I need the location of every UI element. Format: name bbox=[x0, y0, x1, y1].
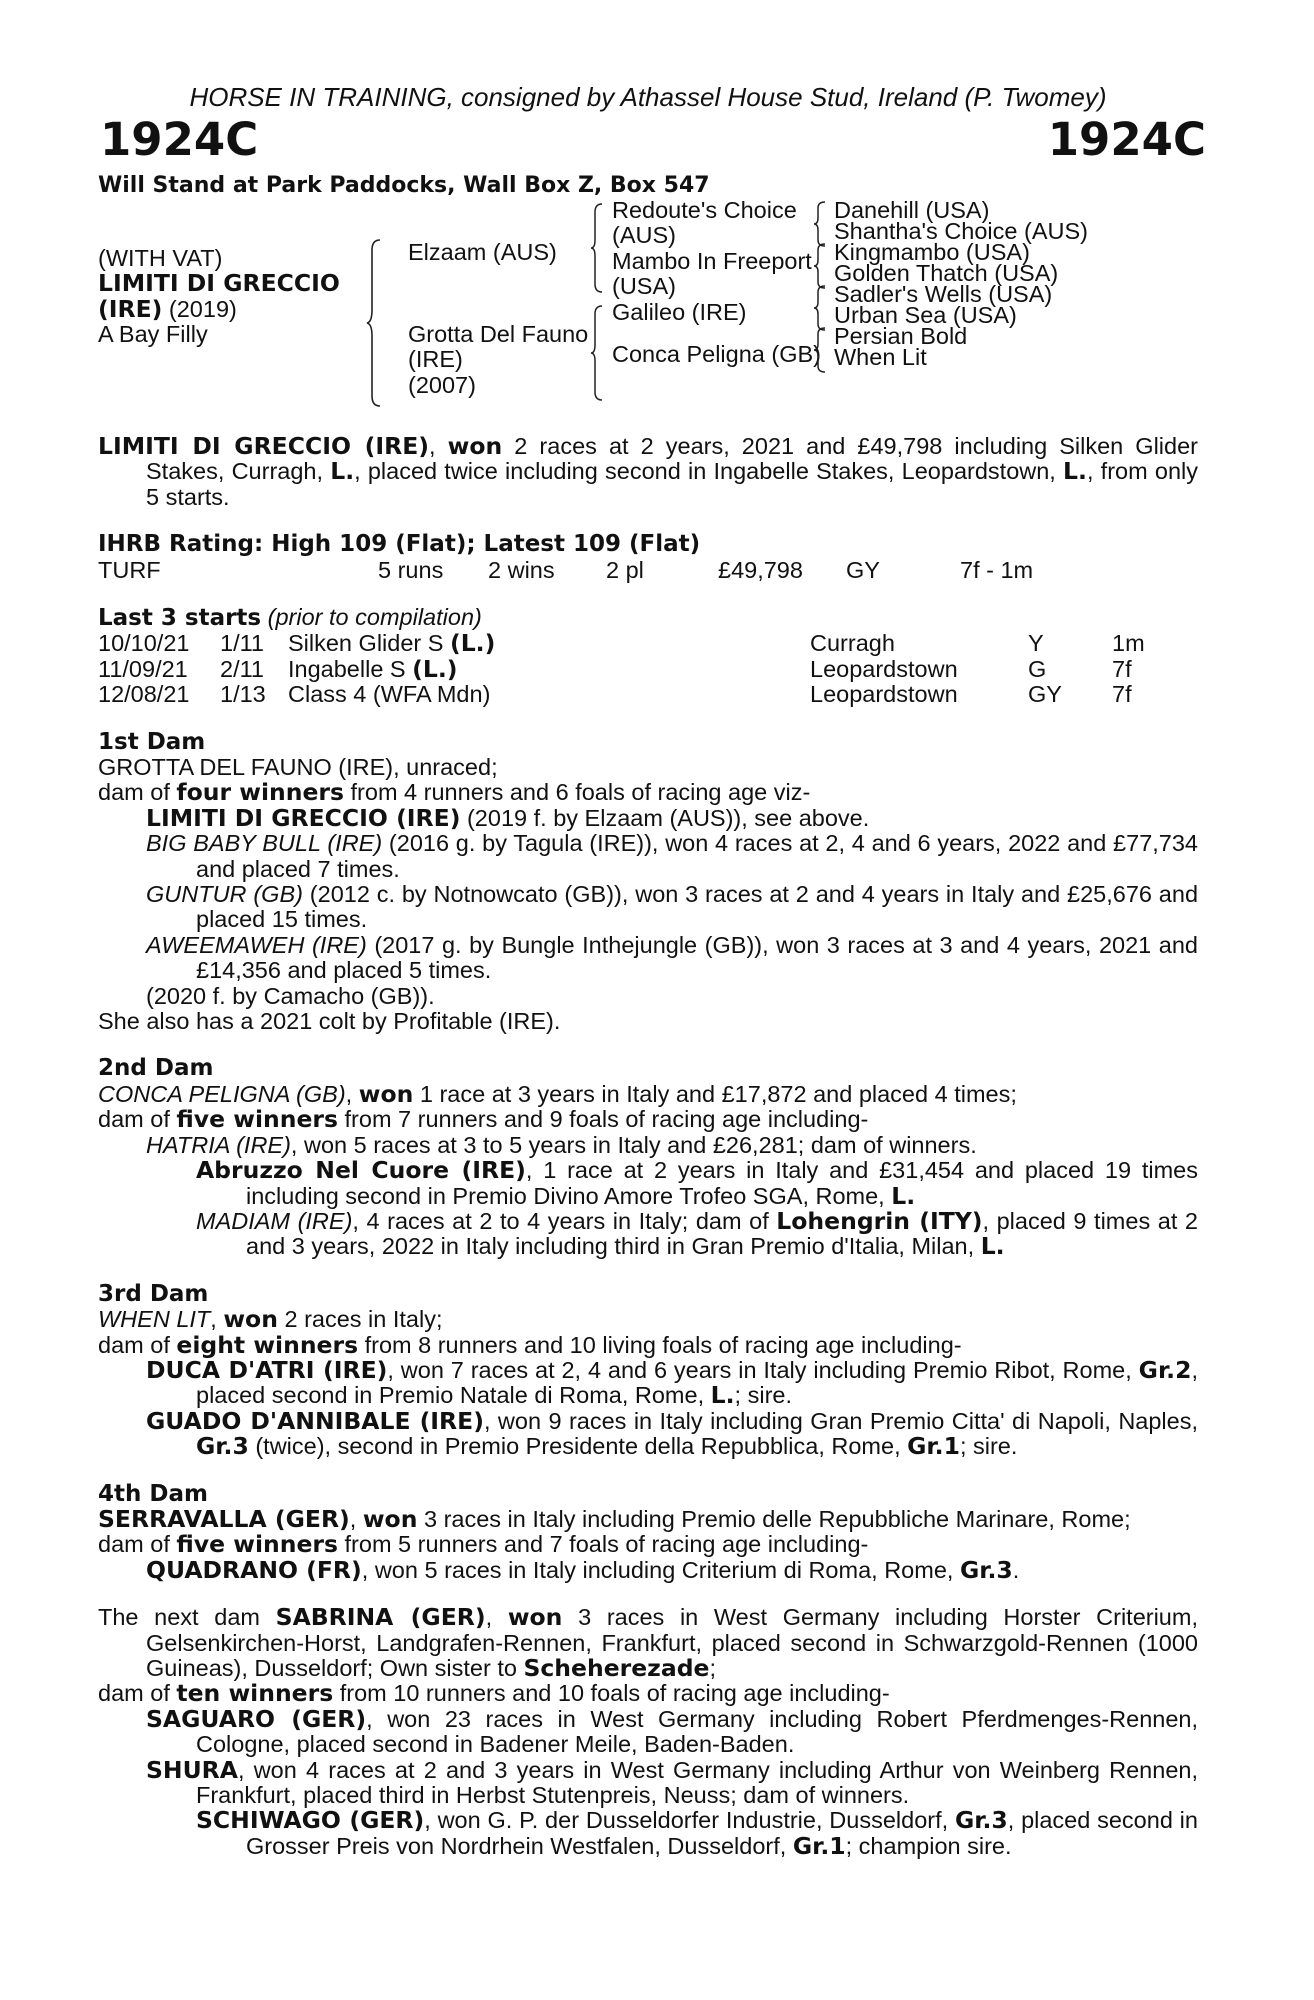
produce-text-2: from 10 runners and 10 foals of racing age including- bbox=[333, 1680, 890, 1707]
horse-year: (2019) bbox=[162, 295, 237, 322]
dam-name: Grotta Del Fauno bbox=[408, 321, 589, 347]
g-dd-dam: When Lit bbox=[834, 344, 927, 370]
start-row bbox=[98, 654, 1198, 683]
produce-name: MADIAM (IRE) bbox=[196, 1207, 353, 1234]
start-grade: (L.) bbox=[412, 654, 458, 683]
start-position: 2/11 bbox=[220, 655, 264, 682]
start-position: 1/11 bbox=[220, 630, 264, 657]
produce-grade-2: Gr.1 bbox=[792, 1831, 846, 1860]
produce-text: dam of bbox=[98, 1106, 177, 1133]
produce-detail: (2012 c. by Notnowcato (GB)), won 3 races at 2 and 4 years in Italy and £25,676 and placed 15 times. bbox=[196, 881, 1199, 933]
start-date: 10/10/21 bbox=[98, 630, 190, 657]
produce-name: SCHIWAGO (GER) bbox=[196, 1806, 425, 1835]
lot-number-right: 1924C bbox=[1047, 113, 1206, 166]
second-dam-text: 1 race at 3 years in Italy and £17,872 and placed 4 times; bbox=[413, 1080, 1017, 1107]
sire-dam bbox=[612, 249, 812, 300]
second-dam-title: 2nd Dam bbox=[98, 1055, 214, 1082]
sire-dam-name: Mambo In Freeport bbox=[612, 248, 812, 274]
produce-entry bbox=[98, 1555, 1198, 1584]
start-row bbox=[98, 631, 1198, 656]
produce-name: SHURA bbox=[146, 1755, 238, 1784]
grand-produce-entry bbox=[98, 1206, 1198, 1261]
summary-text-1: 2 races at 2 years, 2021 and £49,798 including Silken Glider Stakes, Curragh, bbox=[146, 433, 1198, 485]
g-sd-sire: Kingmambo (USA) bbox=[834, 239, 1030, 265]
produce-entry bbox=[98, 1704, 1199, 1758]
horse-identity bbox=[98, 246, 340, 348]
race-summary: LIMITI DI GRECCIO (IRE), won 2 races at 2 years, 2021 and £49,798 including Silken Glider Stakes, Curragh, L., placed twice including second in Ingabelle Stakes, Leopardstown, L., from only 5 starts. bbox=[98, 432, 1199, 510]
produce-grade: Gr.3 bbox=[959, 1555, 1013, 1584]
produce-listed: L. bbox=[980, 1232, 1005, 1261]
produce-entry bbox=[98, 1355, 1198, 1410]
fourth-dam-produce bbox=[98, 1532, 1198, 1557]
start-distance: 1m bbox=[1112, 630, 1145, 657]
sire: Elzaam (AUS) bbox=[408, 239, 557, 265]
fourth-dam-name: SERRAVALLA (GER) bbox=[98, 1504, 350, 1533]
start-race-name: Ingabelle S bbox=[288, 655, 413, 682]
third-dam-text: 2 races in Italy; bbox=[277, 1306, 443, 1333]
dam-dam: Conca Peligna (GB) bbox=[612, 341, 821, 367]
produce-entry bbox=[98, 831, 1198, 882]
produce-bold-name: Lohengrin (ITY) bbox=[776, 1206, 983, 1235]
rating-record-row bbox=[98, 558, 1198, 583]
first-dam-title: 1st Dam bbox=[98, 728, 206, 755]
sire-dam-country: (USA) bbox=[612, 273, 676, 300]
second-dam-name: CONCA PELIGNA (GB) bbox=[98, 1080, 346, 1107]
next-dam-text-1: The next dam bbox=[98, 1604, 276, 1631]
dam bbox=[408, 322, 588, 398]
start-date: 11/09/21 bbox=[98, 655, 188, 682]
produce-detail: , won 9 races in Italy including Gran Premio Citta' di Napoli, Naples, bbox=[483, 1407, 1198, 1434]
next-dam-text-3: 3 races in West Germany including Horster Criterium, Gelsenkirchen-Horst, Landgrafen-Rennen, Frankfurt, placed second in Schwarzgold-Rennen (1000 Guineas), Dusseldorf; Own sister to bbox=[146, 1604, 1198, 1681]
third-dam-title: 3rd Dam bbox=[98, 1280, 209, 1307]
summary-listed-2: L. bbox=[1063, 457, 1087, 486]
sire-sire-name: Redoute's Choice bbox=[612, 197, 797, 223]
horse-name-line2 bbox=[98, 294, 340, 323]
produce-winners: ten winners bbox=[176, 1679, 334, 1708]
start-distance: 7f bbox=[1112, 681, 1132, 708]
rating-earnings: £49,798 bbox=[718, 556, 803, 583]
summary-horse-name: LIMITI DI GRECCIO (IRE) bbox=[98, 432, 430, 460]
vat-label: (WITH VAT) bbox=[98, 245, 223, 271]
produce-detail: , won 23 races in West Germany including Robert Pferdmenges-Rennen, Cologne, placed second in Badener Meile, Baden-Baden. bbox=[196, 1705, 1199, 1758]
produce-detail: (2016 g. by Tagula (IRE)), won 4 races at 2, 4 and 6 years, 2022 and £77,734 and placed 7 times. bbox=[196, 830, 1199, 882]
brace-sire-dam bbox=[366, 238, 384, 408]
start-going: Y bbox=[1028, 630, 1044, 657]
produce-detail: , won 4 races at 2 and 3 years in West Germany including Arthur von Weinberg Rennen, Frankfurt, placed third in Herbst Stutenpreis, Neuss; dam of winners. bbox=[196, 1756, 1198, 1809]
produce-name: GUADO D'ANNIBALE (IRE) bbox=[146, 1406, 484, 1435]
start-distance: 7f bbox=[1112, 655, 1132, 682]
produce-grade: Gr.3 bbox=[954, 1806, 1008, 1835]
start-race bbox=[288, 654, 458, 683]
rating-distance: 7f - 1m bbox=[960, 556, 1034, 583]
produce-text-2: from 8 runners and 10 living foals of racing age including- bbox=[358, 1331, 962, 1358]
brace-dam-line bbox=[590, 304, 604, 402]
produce-detail-3: ; sire. bbox=[734, 1382, 793, 1409]
summary-won: won bbox=[447, 432, 503, 460]
produce-entry bbox=[98, 1755, 1198, 1809]
dam-year: (2007) bbox=[408, 371, 476, 398]
produce-name: BIG BABY BULL (IRE) bbox=[146, 830, 383, 857]
second-dam-produce bbox=[98, 1107, 1198, 1132]
summary-text-2: , placed twice including second in Ingabelle Stakes, Leopardstown, bbox=[354, 458, 1064, 485]
produce-entry bbox=[98, 803, 1198, 832]
start-going: GY bbox=[1028, 681, 1062, 708]
fourth-dam-title: 4th Dam bbox=[98, 1480, 208, 1507]
next-dam-name: SABRINA (GER) bbox=[275, 1603, 486, 1632]
produce-name: LIMITI DI GRECCIO (IRE) bbox=[146, 803, 461, 832]
summary-text-3: , from only 5 starts. bbox=[146, 458, 1199, 510]
produce-name: QUADRANO (FR) bbox=[146, 1555, 362, 1584]
fourth-dam-won: won bbox=[362, 1504, 418, 1533]
produce-detail: , 1 race at 2 years in Italy and £31,454 and placed 19 times including second in Premio Divino Amore Trofeo SGA, Rome, bbox=[246, 1157, 1198, 1209]
start-course: Leopardstown bbox=[810, 655, 958, 682]
produce-name: GUNTUR (GB) bbox=[146, 881, 303, 908]
produce-text: dam of bbox=[98, 1531, 177, 1558]
fourth-dam-text: 3 races in Italy including Premio delle Repubbliche Marinare, Rome; bbox=[417, 1505, 1131, 1532]
produce-detail-3: ; sire. bbox=[959, 1433, 1018, 1460]
produce-entry bbox=[98, 933, 1198, 984]
g-ds-dam: Urban Sea (USA) bbox=[834, 302, 1017, 328]
produce-text-2: from 4 runners and 6 foals of racing age viz- bbox=[344, 779, 811, 806]
produce-grade: Gr.2 bbox=[1138, 1355, 1192, 1384]
rating-placed: 2 pl bbox=[606, 556, 644, 583]
produce-listed: L. bbox=[710, 1381, 735, 1410]
third-dam-produce bbox=[98, 1330, 1198, 1359]
brace-g2 bbox=[813, 243, 827, 289]
last-starts-note: (prior to compilation) bbox=[261, 604, 482, 631]
third-dam-name: WHEN LIT bbox=[98, 1306, 211, 1333]
horse-description: A Bay Filly bbox=[98, 321, 208, 348]
g-dd-sire: Persian Bold bbox=[834, 323, 968, 349]
second-dam-won: won bbox=[358, 1079, 414, 1108]
lot-number-left: 1924C bbox=[100, 113, 259, 166]
last-starts-title: Last 3 starts bbox=[98, 605, 262, 632]
produce-text: dam of bbox=[98, 1331, 177, 1358]
produce-winners: four winners bbox=[176, 778, 344, 807]
rating-surface: TURF bbox=[98, 556, 161, 583]
produce-grade-2: Gr.1 bbox=[907, 1432, 960, 1461]
produce-detail-2: , placed second in Grosser Preis von Nordrhein Westfalen, Dusseldorf, bbox=[246, 1807, 1198, 1859]
grand-produce-entry bbox=[98, 1158, 1198, 1209]
start-race-name: Silken Glider S bbox=[288, 630, 450, 657]
next-dam-produce bbox=[98, 1681, 1198, 1706]
produce-detail-2: , placed 9 times at 2 and 3 years, 2022 in Italy including third in Gran Premio d'Italia, Milan, bbox=[246, 1207, 1198, 1260]
produce-name: DUCA D'ATRI (IRE) bbox=[146, 1355, 388, 1384]
produce-text: dam of bbox=[98, 779, 177, 806]
start-course: Curragh bbox=[810, 630, 895, 657]
third-dam-won: won bbox=[223, 1305, 278, 1334]
produce-entry bbox=[98, 1133, 1198, 1158]
first-dam-line: GROTTA DEL FAUNO (IRE), unraced; bbox=[98, 754, 498, 780]
horse-country: (IRE) bbox=[98, 294, 163, 323]
brace-g4 bbox=[813, 327, 827, 373]
produce-text-2: from 5 runners and 7 foals of racing age including- bbox=[337, 1531, 869, 1558]
start-row bbox=[98, 682, 1198, 707]
pedigree-table bbox=[98, 197, 1198, 422]
g-ds-sire: Sadler's Wells (USA) bbox=[834, 281, 1053, 307]
dam-country: (IRE) bbox=[408, 346, 463, 373]
start-date: 12/08/21 bbox=[98, 681, 190, 708]
start-race: Class 4 (WFA Mdn) bbox=[288, 681, 491, 708]
produce-detail-3: ; champion sire. bbox=[845, 1832, 1012, 1859]
produce-end: . bbox=[1012, 1556, 1020, 1583]
produce-entry: (2020 f. by Camacho (GB)). bbox=[146, 982, 435, 1009]
next-dam-text-4: ; bbox=[709, 1655, 716, 1681]
sire-sire-country: (AUS) bbox=[612, 222, 676, 249]
produce-detail: (2017 g. by Bungle Inthejungle (GB)), won 3 races at 3 and 4 years, 2021 and £14,356 and placed 5 times. bbox=[196, 931, 1198, 984]
produce-entry bbox=[98, 882, 1198, 933]
sire-sire bbox=[612, 198, 797, 249]
lot-number-row bbox=[98, 113, 1206, 168]
consignor-heading: HORSE IN TRAINING, consigned by Athassel House Stud, Ireland (P. Twomey) bbox=[189, 82, 1107, 112]
third-dam-line: WHEN LIT, won 2 races in Italy; bbox=[98, 1305, 443, 1334]
produce-winners: eight winners bbox=[176, 1330, 359, 1359]
produce-listed: L. bbox=[891, 1181, 916, 1210]
rating-title: IHRB Rating: High 109 (Flat); Latest 109 (Flat) bbox=[98, 531, 701, 558]
produce-detail-2: , placed second in Premio Natale di Roma, Rome, bbox=[196, 1356, 1198, 1409]
summary-listed-1: L. bbox=[330, 457, 355, 486]
brace-g1 bbox=[813, 201, 827, 247]
produce-text-2: from 7 runners and 9 foals of racing age including- bbox=[337, 1106, 869, 1133]
grand-produce-entry bbox=[98, 1808, 1198, 1859]
g-ss-sire: Danehill (USA) bbox=[834, 197, 990, 223]
produce-name: HATRIA (IRE) bbox=[146, 1131, 291, 1158]
g-sd-dam: Golden Thatch (USA) bbox=[834, 260, 1059, 286]
produce-detail: , 4 races at 2 to 4 years in Italy; dam of bbox=[352, 1207, 777, 1234]
produce-detail: , won 7 races at 2, 4 and 6 years in Italy including Premio Ribot, Rome, bbox=[387, 1356, 1139, 1383]
produce-text: dam of bbox=[98, 1680, 177, 1707]
produce-detail: , won G. P. der Dusseldorfer Industrie, Dusseldorf, bbox=[424, 1807, 955, 1834]
next-dam-text-2: , bbox=[485, 1604, 508, 1631]
first-dam-produce bbox=[98, 780, 1198, 805]
produce-grade: Gr.3 bbox=[196, 1432, 249, 1461]
first-dam-note: She also has a 2021 colt by Profitable (IRE). bbox=[98, 1008, 561, 1035]
rating-wins: 2 wins bbox=[488, 556, 555, 583]
produce-name: SAGUARO (GER) bbox=[146, 1704, 367, 1733]
next-dam-sister: Scheherezade bbox=[523, 1654, 710, 1682]
rating-runs: 5 runs bbox=[378, 556, 444, 583]
next-dam-won: won bbox=[507, 1603, 563, 1632]
last-starts-title-row bbox=[98, 605, 1198, 631]
catalogue-page bbox=[98, 82, 1206, 1860]
stand-location: Will Stand at Park Paddocks, Wall Box Z, Box 547 bbox=[98, 173, 710, 198]
produce-detail: , won 5 races at 3 to 5 years in Italy and £26,281; dam of winners. bbox=[290, 1131, 977, 1158]
g-ss-dam: Shantha's Choice (AUS) bbox=[834, 218, 1088, 244]
produce-winners: five winners bbox=[176, 1530, 338, 1559]
produce-winners: five winners bbox=[176, 1105, 338, 1134]
produce-name: AWEEMAWEH (IRE) bbox=[146, 931, 367, 958]
second-dam-line: CONCA PELIGNA (GB), won 1 race at 3 years in Italy and £17,872 and placed 4 times; bbox=[98, 1079, 1017, 1108]
brace-g3 bbox=[813, 285, 827, 331]
start-going: G bbox=[1028, 655, 1047, 682]
start-grade: (L.) bbox=[449, 629, 496, 658]
brace-sire-line bbox=[590, 202, 604, 294]
produce-detail: , won 5 races in Italy including Criterium di Roma, Rome, bbox=[361, 1556, 960, 1583]
start-race bbox=[288, 631, 495, 656]
horse-name: LIMITI DI GRECCIO bbox=[98, 269, 340, 298]
dam-sire: Galileo (IRE) bbox=[612, 299, 747, 325]
produce-name: Abruzzo Nel Cuore (IRE) bbox=[196, 1156, 526, 1185]
start-position: 1/13 bbox=[220, 681, 266, 708]
produce-detail: (2019 f. by Elzaam (AUS)), see above. bbox=[460, 804, 870, 831]
next-dam-line bbox=[98, 1605, 1198, 1681]
produce-entry bbox=[98, 1406, 1198, 1461]
produce-detail-2: (twice), second in Premio Presidente della Repubblica, Rome, bbox=[248, 1433, 908, 1460]
rating-going: GY bbox=[846, 556, 880, 583]
start-course: Leopardstown bbox=[810, 681, 958, 708]
fourth-dam-line: SERRAVALLA (GER), won 3 races in Italy including Premio delle Repubbliche Marinare, Rome; bbox=[98, 1504, 1131, 1533]
